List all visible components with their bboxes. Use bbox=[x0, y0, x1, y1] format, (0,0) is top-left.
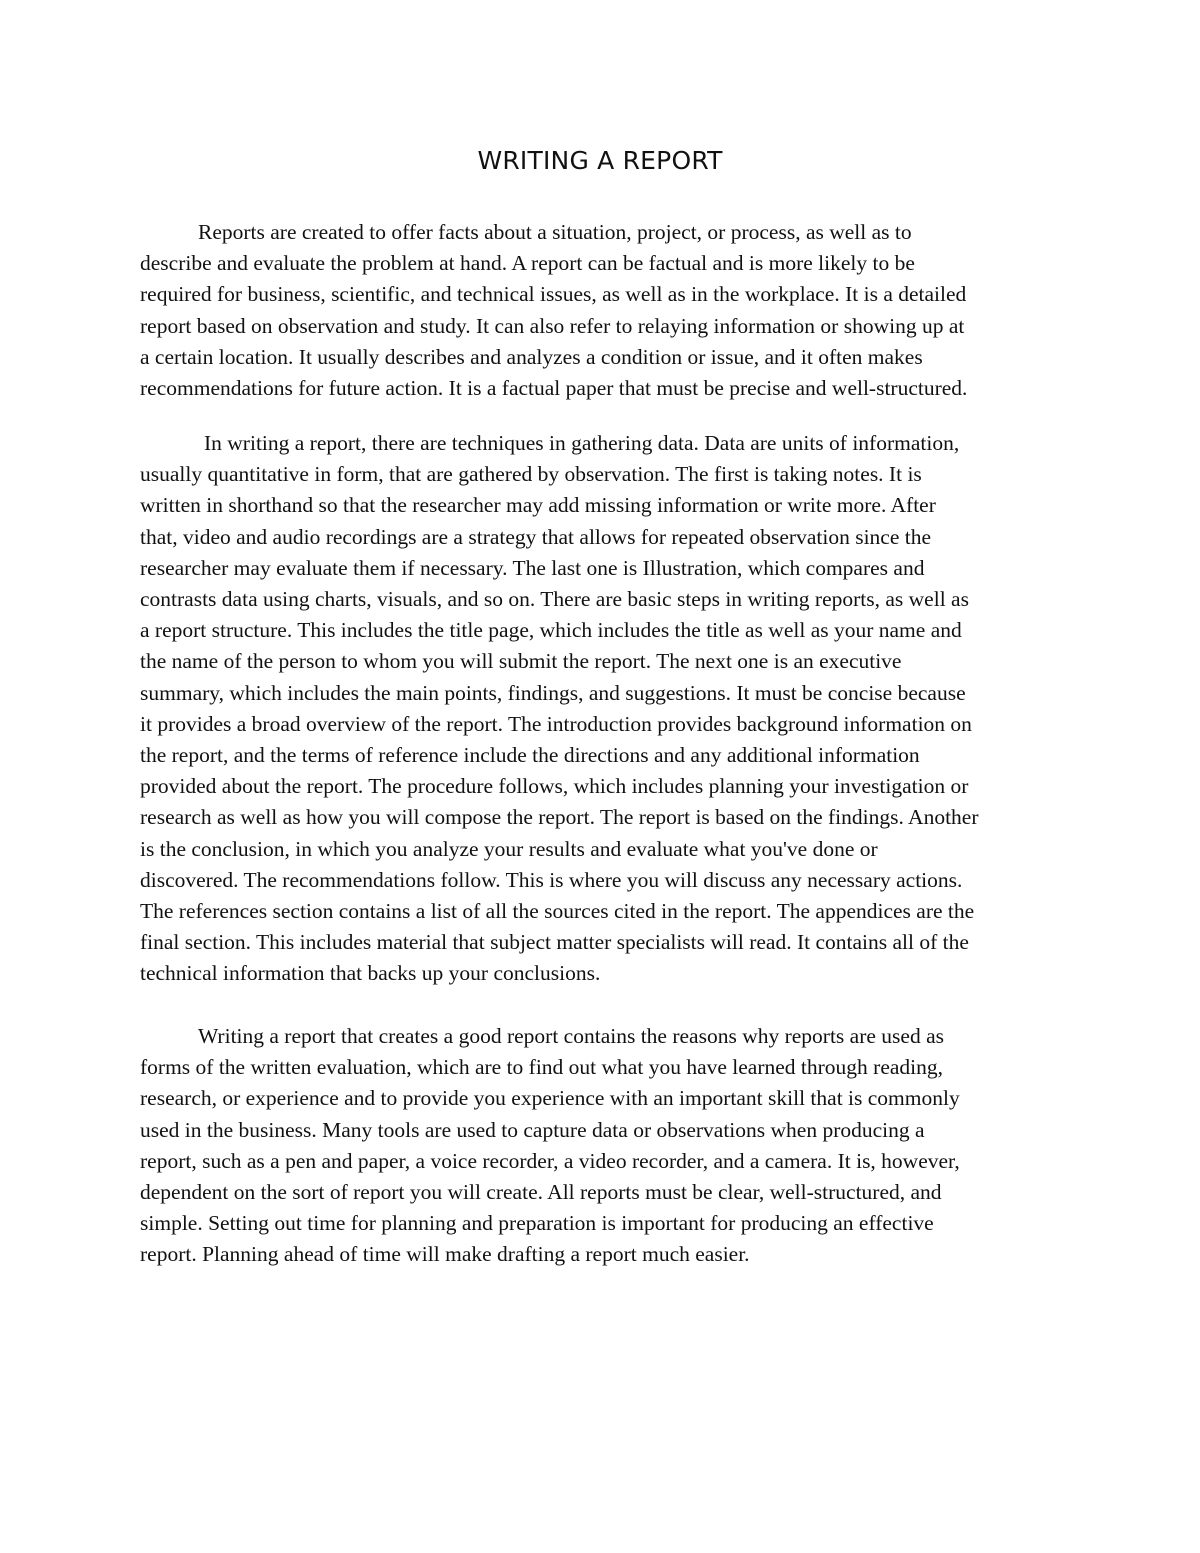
paragraph-line: contrasts data using charts, visuals, and so on. There are basic steps in writing reports, as well as bbox=[140, 587, 969, 612]
paragraph-line: final section. This includes material that subject matter specialists will read. It contains all of the bbox=[140, 930, 969, 955]
paragraph-line: written in shorthand so that the researcher may add missing information or write more. After bbox=[140, 493, 936, 518]
paragraph-line: usually quantitative in form, that are gathered by observation. The first is taking notes. It is bbox=[140, 462, 922, 487]
paragraph-line: Reports are created to offer facts about a situation, project, or process, as well as to bbox=[198, 220, 912, 244]
paragraph-2 bbox=[140, 428, 1070, 990]
paragraph-line: required for business, scientific, and technical issues, as well as in the workplace. It is a detailed bbox=[140, 282, 967, 307]
paragraph-3 bbox=[140, 1021, 1070, 1271]
paragraph-line: report. Planning ahead of time will make drafting a report much easier. bbox=[140, 1242, 750, 1267]
paragraph-line: dependent on the sort of report you will create. All reports must be clear, well-structured, and bbox=[140, 1180, 942, 1205]
paragraph-line: technical information that backs up your conclusions. bbox=[140, 961, 601, 986]
paragraph-line: recommendations for future action. It is a factual paper that must be precise and well-structured. bbox=[140, 376, 968, 401]
paragraph-line: that, video and audio recordings are a strategy that allows for repeated observation since the bbox=[140, 524, 932, 549]
paragraph-line: discovered. The recommendations follow. This is where you will discuss any necessary actions. bbox=[140, 867, 963, 892]
paragraph-line: describe and evaluate the problem at hand. A report can be factual and is more likely to be bbox=[140, 251, 915, 276]
paragraph-line: summary, which includes the main points, findings, and suggestions. It must be concise because bbox=[140, 680, 966, 705]
paragraph-line: a report structure. This includes the title page, which includes the title as well as your name and bbox=[140, 618, 962, 643]
paragraph-line: is the conclusion, in which you analyze your results and evaluate what you've done or bbox=[140, 836, 878, 861]
paragraph-1 bbox=[140, 217, 1070, 404]
paragraph-line: a certain location. It usually describes and analyzes a condition or issue, and it often makes bbox=[140, 344, 923, 369]
paragraph-line: simple. Setting out time for planning and preparation is important for producing an effective bbox=[140, 1211, 934, 1236]
paragraph-line: the report, and the terms of reference include the directions and any additional information bbox=[140, 743, 920, 768]
paragraph-line: report based on observation and study. It can also refer to relaying information or showing up at bbox=[140, 313, 965, 338]
paragraph-line: The references section contains a list of all the sources cited in the report. The appendices are the bbox=[140, 899, 975, 924]
paragraph-line: Writing a report that creates a good report contains the reasons why reports are used as bbox=[198, 1024, 944, 1048]
paragraph-line: forms of the written evaluation, which are to find out what you have learned through reading, bbox=[140, 1055, 944, 1080]
paragraph-line: In writing a report, there are techniques in gathering data. Data are units of information, bbox=[204, 431, 960, 455]
paragraph-line: researcher may evaluate them if necessary. The last one is Illustration, which compares and bbox=[140, 555, 925, 580]
paragraph-line: it provides a broad overview of the report. The introduction provides background information on bbox=[140, 711, 972, 736]
document-title: WRITING A REPORT bbox=[477, 146, 723, 175]
paragraph-line: research, or experience and to provide you experience with an important skill that is commonly bbox=[140, 1086, 960, 1111]
paragraph-line: the name of the person to whom you will submit the report. The next one is an executive bbox=[140, 649, 902, 674]
paragraph-line: report, such as a pen and paper, a voice recorder, a video recorder, and a camera. It is, however, bbox=[140, 1148, 960, 1173]
paragraph-line: used in the business. Many tools are used to capture data or observations when producing a bbox=[140, 1117, 925, 1142]
paragraph-line: research as well as how you will compose the report. The report is based on the findings. Another bbox=[140, 805, 979, 830]
paragraph-line: provided about the report. The procedure follows, which includes planning your investigation or bbox=[140, 774, 969, 799]
